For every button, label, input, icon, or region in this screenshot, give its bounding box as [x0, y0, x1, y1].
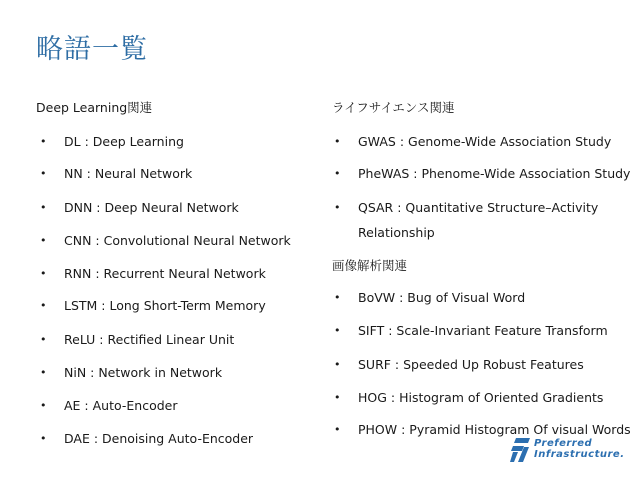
logo-mark-icon	[510, 438, 530, 462]
list-item-text: PheWAS : Phenome-Wide Association Study	[358, 166, 631, 181]
list-item-text: DL : Deep Learning	[64, 134, 184, 149]
bullet: •	[40, 201, 47, 214]
bullet: •	[40, 399, 47, 412]
bullet: •	[334, 358, 341, 371]
bullet: •	[40, 333, 47, 346]
list-item-text: RNN : Recurrent Neural Network	[64, 266, 266, 281]
logo-line2: Infrastructure.	[534, 449, 625, 460]
list-item-text: DAE : Denoising Auto-Encoder	[64, 431, 254, 446]
list-item-text: PHOW : Pyramid Histogram Of visual Words	[358, 422, 631, 437]
company-logo	[510, 436, 630, 466]
bullet: •	[334, 291, 341, 304]
logo-line1: Preferred	[534, 438, 593, 449]
list-item-text: HOG : Histogram of Oriented Gradients	[358, 390, 604, 405]
list-item-text: AE : Auto-Encoder	[64, 398, 178, 413]
bullet: •	[40, 299, 47, 312]
bullet: •	[40, 267, 47, 280]
slide-title: 略語一覧	[36, 34, 148, 65]
bullet: •	[334, 167, 341, 180]
bullet: •	[334, 391, 341, 404]
bullet: •	[40, 366, 47, 379]
bullet: •	[40, 135, 47, 148]
bullet: •	[334, 324, 341, 337]
bullet: •	[40, 167, 47, 180]
list-item-text: SURF : Speeded Up Robust Features	[358, 357, 584, 372]
list-item-continuation: Relationship	[358, 225, 435, 240]
bullet: •	[40, 432, 47, 445]
list-item-text: DNN : Deep Neural Network	[64, 200, 239, 215]
bullet: •	[40, 234, 47, 247]
list-item-text: BoVW : Bug of Visual Word	[358, 290, 526, 305]
right-heading-lifescience: ライフサイエンス関連	[332, 100, 455, 115]
list-item-text: NiN : Network in Network	[64, 365, 223, 380]
list-item-text: CNN : Convolutional Neural Network	[64, 233, 291, 248]
list-item-text: LSTM : Long Short-Term Memory	[64, 298, 266, 313]
list-item-text: NN : Neural Network	[64, 166, 193, 181]
bullet: •	[334, 201, 341, 214]
list-item-text: SIFT : Scale-Invariant Feature Transform	[358, 323, 608, 338]
right-heading-image-analysis: 画像解析関連	[332, 258, 408, 273]
left-heading: Deep Learning関連	[36, 100, 153, 115]
logo-text	[534, 438, 625, 460]
bullet: •	[334, 135, 341, 148]
list-item-text: GWAS : Genome-Wide Association Study	[358, 134, 612, 149]
list-item-text: ReLU : Rectified Linear Unit	[64, 332, 235, 347]
bullet: •	[334, 423, 341, 436]
list-item-text: QSAR : Quantitative Structure–Activity	[358, 200, 599, 215]
